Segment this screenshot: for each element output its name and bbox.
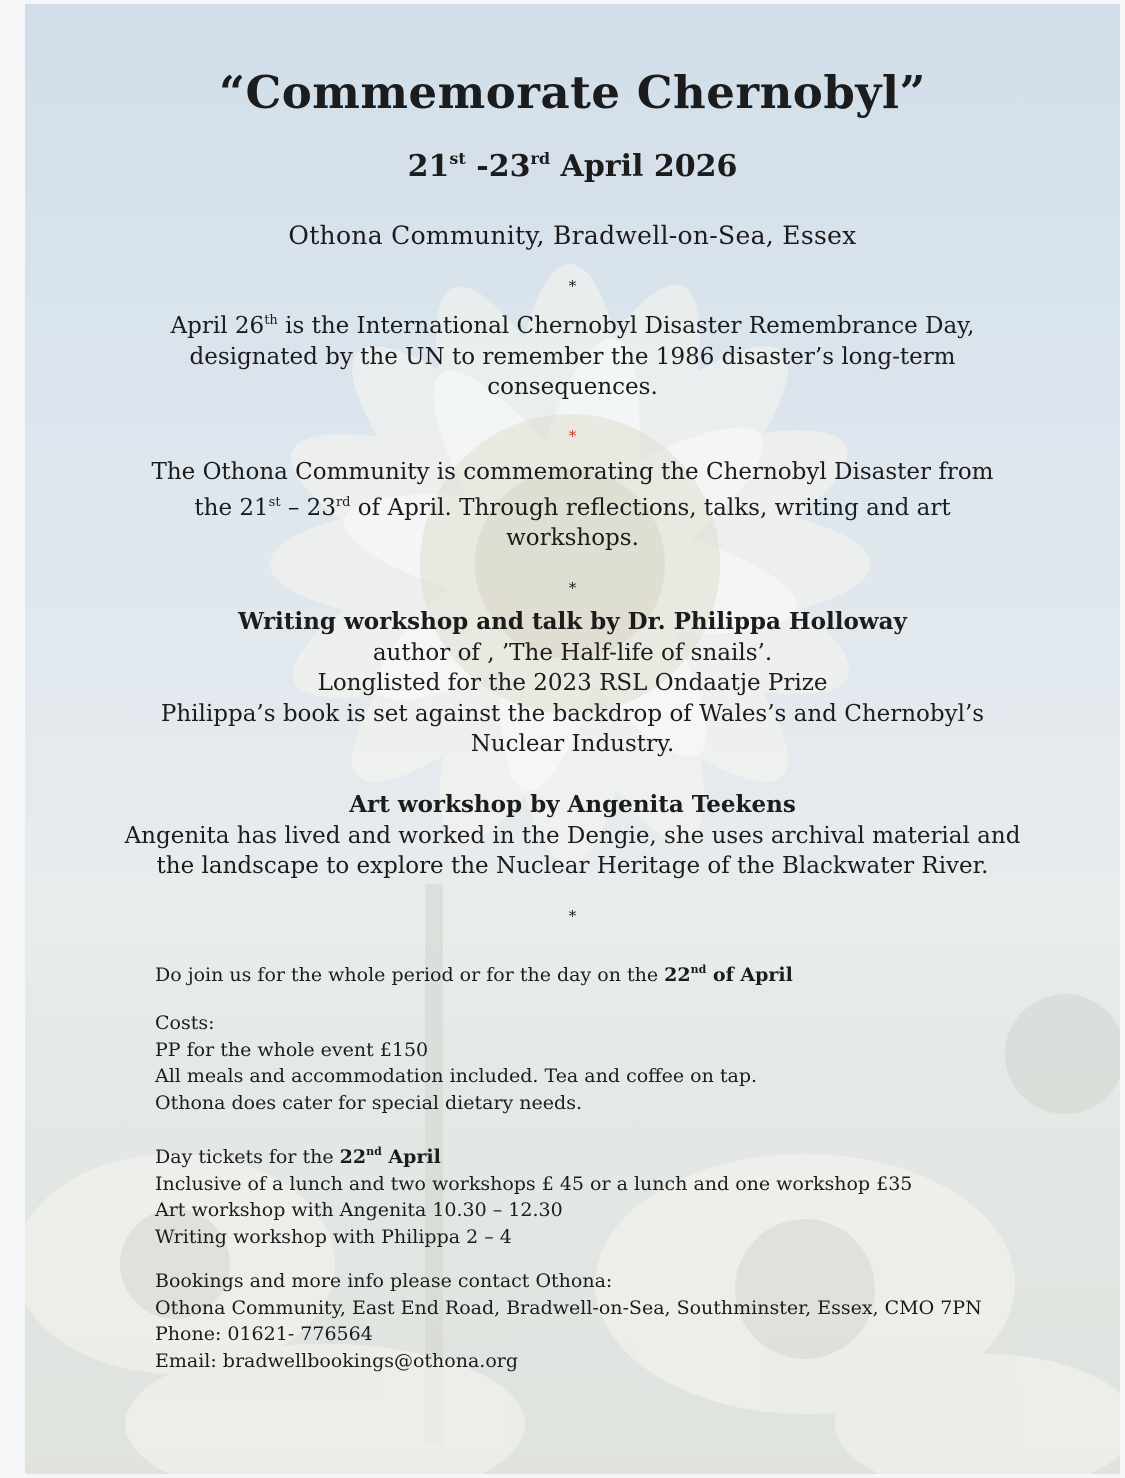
writing-workshop-heading: Writing workshop and talk by Dr. Philippa Holloway	[238, 608, 907, 635]
poster-content	[25, 4, 1120, 1474]
art-workshop-heading: Art workshop by Angenita Teekens	[349, 791, 796, 818]
costs-heading: Costs:	[155, 1012, 215, 1034]
event-venue: Othona Community, Bradwell-on-Sea, Essex	[288, 221, 857, 250]
commemoration-paragraph: The Othona Community is commemorating the Chernobyl Disaster from the 21st – 23rd of April. Through reflections, talks, writing and art workshops.	[151, 459, 994, 551]
address: Othona Community, East End Road, Bradwell-on-Sea, Southminster, Essex, CMO 7PN	[155, 1296, 982, 1319]
email: Email: bradwellbookings@othona.org	[155, 1349, 519, 1372]
separator-star: *	[568, 907, 577, 925]
phone: Phone: 01621- 776564	[155, 1323, 373, 1345]
separator-star-red: *	[568, 427, 577, 445]
separator-star: *	[568, 579, 577, 597]
art-workshop-section: Art workshop by Angenita Teekens Angenita has lived and worked in the Dengie, she uses archival material and the landscape to explore the Nuclear Heritage of the Blackwater River.	[124, 791, 1021, 879]
bookings-heading: Bookings and more info please contact Othona:	[155, 1270, 613, 1292]
costs-section: Costs: PP for the whole event £150 All meals and accommodation included. Tea and coffee on tap. Othona does cater for special dietary needs.	[155, 1010, 1075, 1116]
writing-workshop-section: Writing workshop and talk by Dr. Philippa Holloway author of , ’The Half-life of snails’. Longlisted for the 2023 RSL Ondaatje Prize Philippa’s book is set against the backdrop of Wales’s and Chernobyl’s Nuclear Industry.	[160, 608, 985, 757]
poster	[25, 4, 1120, 1474]
join-line: Do join us for the whole period or for the day on the 22nd of April	[155, 963, 793, 986]
intro-paragraph: April 26th is the International Chernobyl Disaster Remembrance Day, designated by the UN to remember the 1986 disaster’s long-term consequences.	[170, 313, 975, 400]
day-tickets-section: Day tickets for the 22nd April Inclusive of a lunch and two workshops £ 45 or a lunch and one workshop £35 Art workshop with Angenita 10.30 – 12.30 Writing workshop with Philippa 2 – 4	[155, 1145, 913, 1248]
event-dates: 21st -23rd April 2026	[407, 149, 738, 184]
page-title: “Commemorate Chernobyl”	[219, 66, 926, 119]
bookings-section	[155, 1268, 1075, 1374]
separator-star: *	[568, 277, 577, 295]
